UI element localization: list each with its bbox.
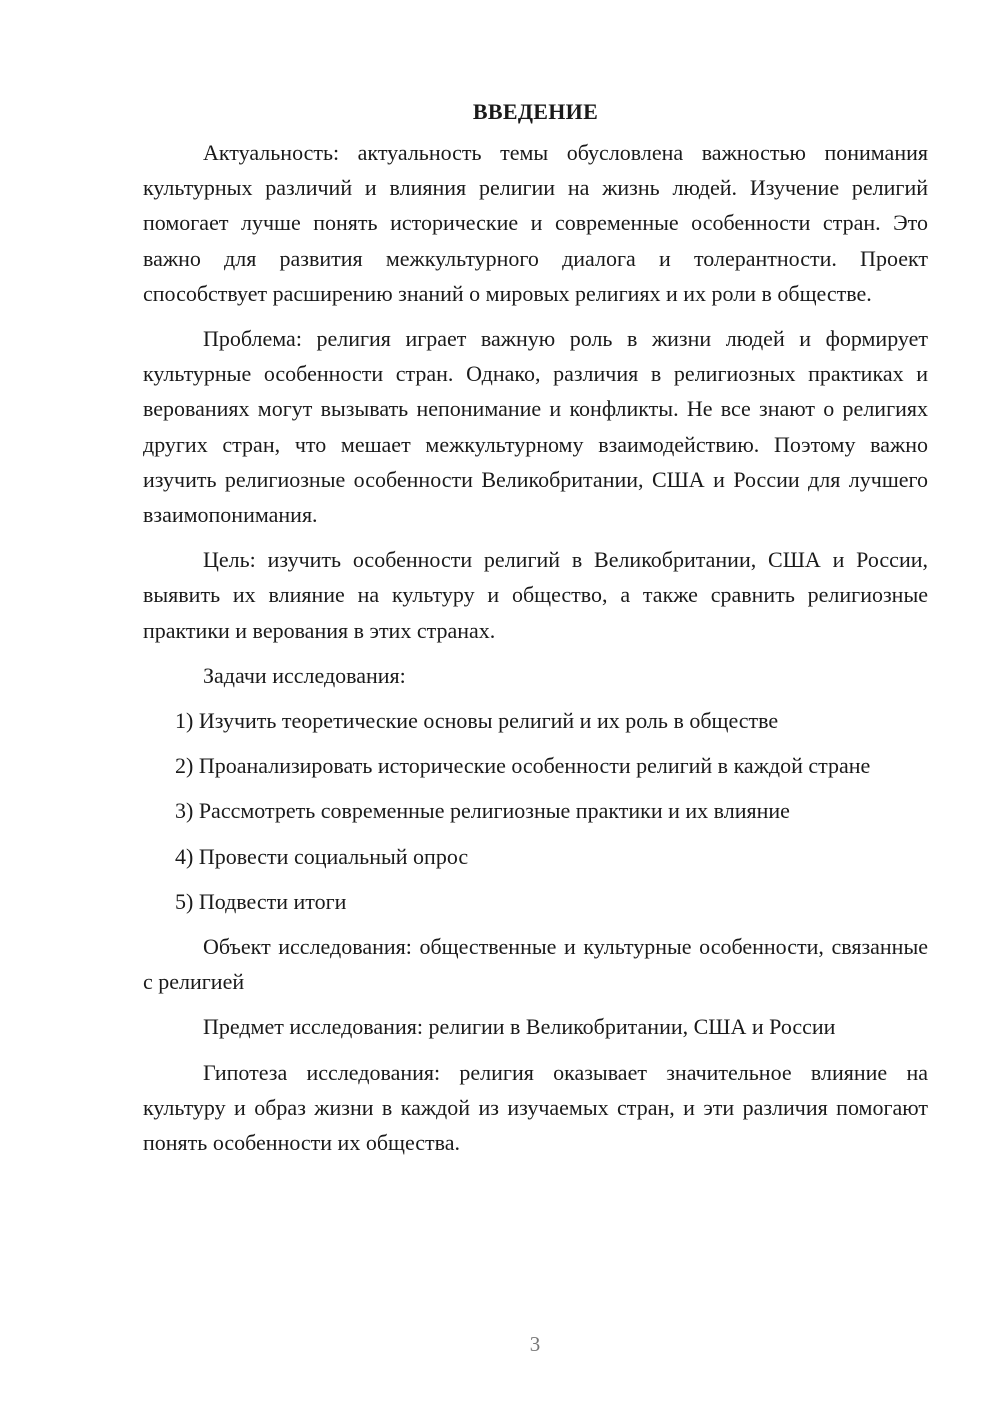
page-number: 3 (529, 1332, 541, 1356)
problem-paragraph: Проблема: религия играет важную роль в жизни людей и формирует культурные особенности стран. Однако, различия в религиозных практиках и верованиях могут вызывать непонимание и конфликты. Не все знают о религиях других стран, что мешает межкультурному взаимодействию. Поэтому важно изучить религиозные особенности Великобритании, США и России для лучшего взаимопонимания. (143, 326, 928, 528)
task-item-1: 1) Изучить теоретические основы религий и их роль в обществе (175, 708, 779, 734)
task-item-4: 4) Провести социальный опрос (175, 843, 469, 869)
task-item-3: 3) Рассмотреть современные религиозные практики и их влияние (175, 798, 790, 824)
task-item-2: 2) Проанализировать исторические особенности религий в каждой стране (175, 753, 871, 779)
document-body (143, 94, 928, 1170)
goal-paragraph: Цель: изучить особенности религий в Великобритании, США и России, выявить их влияние на культуру и общество, а также сравнить религиозные практики и верования в этих странах. (143, 547, 928, 643)
subject-paragraph: Предмет исследования: религии в Великобритании, США и России (203, 1014, 836, 1040)
tasks-heading: Задачи исследования: (203, 662, 406, 688)
hypothesis-paragraph: Гипотеза исследования: религия оказывает значительное влияние на культуру и образ жизни в каждой из изучаемых стран, и эти различия помогают понять особенности их общества. (143, 1059, 928, 1156)
section-title: ВВЕДЕНИЕ (472, 99, 599, 124)
object-paragraph: Объект исследования: общественные и культурные особенности, связанные с религией (143, 934, 928, 995)
relevance-paragraph: Актуальность: актуальность темы обусловлена важностью понимания культурных различий и влияния религии на жизнь людей. Изучение религий помогает лучше понять исторические и современные особенности стран. Это важно для развития межкультурного диалога и толерантности. Проект способствует расширению знаний о мировых религиях и их роли в обществе. (143, 140, 928, 306)
task-item-5: 5) Подвести итоги (175, 888, 347, 914)
